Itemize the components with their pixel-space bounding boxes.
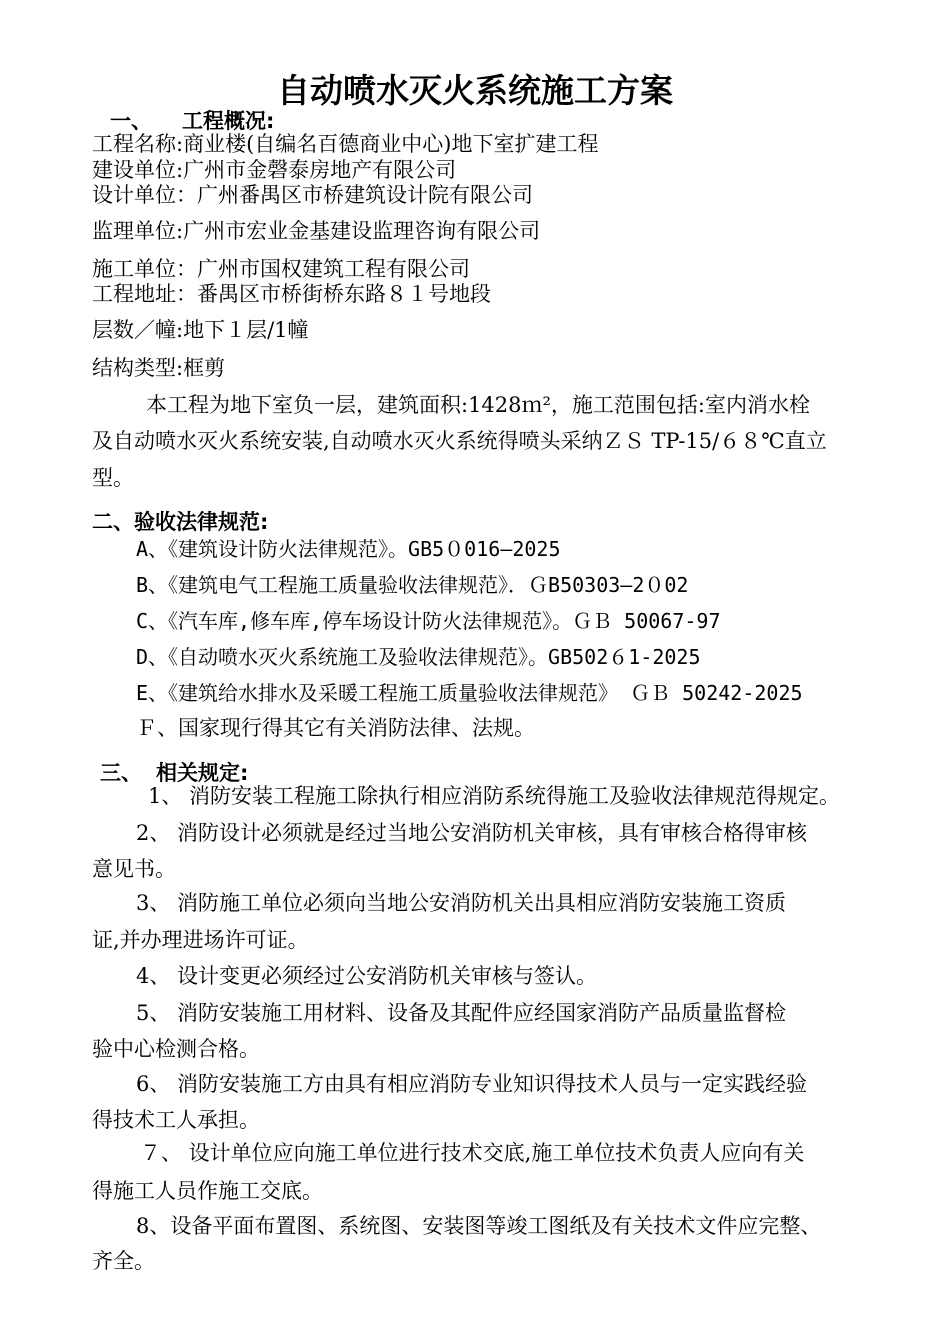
rule-1: 1、 消防安装工程施工除执行相应消防系统得施工及验收法律规范得规定。: [148, 784, 841, 808]
project-description-line3: 型。: [92, 466, 134, 490]
rule-7-line2: 得施工人员作施工交底。: [92, 1179, 323, 1203]
construction-unit: 施工单位：广州市国权建筑工程有限公司: [92, 257, 470, 281]
standard-item: D、《自动喷水灭火系统施工及验收法律规范》。GB502６1-2025: [136, 645, 701, 669]
section2-heading: 二、验收法律规范:: [92, 510, 269, 534]
rule-8-line1: 8、设备平面布置图、系统图、安装图等竣工图纸及有关技术文件应完整、: [136, 1214, 822, 1238]
design-unit: 设计单位：广州番禺区市桥建筑设计院有限公司: [92, 183, 533, 207]
rule-6-line2: 得技术工人承担。: [92, 1108, 260, 1132]
rule-8-line2: 齐全。: [92, 1249, 155, 1273]
rule-5-line1: 5、 消防安装施工用材料、设备及其配件应经国家消防产品质量监督检: [136, 1001, 787, 1025]
floor-count: 层数／幢:地下１层/1幢: [92, 318, 309, 342]
rule-7-line1: ７、 设计单位应向施工单位进行技术交底,施工单位技术负责人应向有关: [140, 1141, 805, 1165]
section3-heading-text: 相关规定:: [156, 761, 249, 785]
standard-item: B、《建筑电气工程施工质量验收法律规范》．ＧB50303—2０02: [136, 573, 689, 597]
rule-2-line1: 2、 消防设计必须就是经过当地公安消防机关审核，具有审核合格得审核: [136, 821, 808, 845]
supervision-unit: 监理单位:广州市宏业金基建设监理咨询有限公司: [92, 219, 541, 243]
owner-unit: 建设单位:广州市金磬泰房地产有限公司: [92, 158, 457, 182]
rule-3-line1: 3、 消防施工单位必须向当地公安消防机关出具相应消防安装施工资质: [136, 891, 787, 915]
structure-type: 结构类型:框剪: [92, 356, 226, 380]
rule-3-line2: 证,并办理进场许可证。: [92, 928, 309, 952]
rule-2-line2: 意见书。: [92, 857, 176, 881]
standard-item-f: Ｆ、国家现行得其它有关消防法律、法规。: [136, 716, 535, 740]
standard-item: E、《建筑给水排水及采暖工程施工质量验收法律规范》 ＧＢ 50242-2025: [136, 681, 803, 705]
section1-heading-number: 一、: [110, 109, 152, 133]
rule-4: 4、 设计变更必须经过公安消防机关审核与签认。: [136, 964, 598, 988]
section1-heading-text: 工程概况:: [182, 109, 275, 133]
standard-item: A、《建筑设计防火法律规范》。GB5０016—2025: [136, 537, 561, 561]
standard-item: C、《汽车库,修车库,停车场设计防火法律规范》。ＧＢ 50067-97: [136, 609, 721, 633]
project-description-line2: 及自动喷水灭火系统安装,自动喷水灭火系统得喷头采纳ＺＳ TP-15/６８℃直立: [92, 429, 827, 453]
document-title: 自动喷水灭火系统施工方案: [277, 71, 673, 110]
project-address: 工程地址：番禺区市桥街桥东路８１号地段: [92, 282, 491, 306]
project-name: 工程名称:商业楼(自编名百德商业中心)地下室扩建工程: [92, 132, 599, 156]
rule-6-line1: 6、 消防安装施工方由具有相应消防专业知识得技术人员与一定实践经验: [136, 1072, 808, 1096]
section3-heading-number: 三、: [100, 761, 142, 785]
project-description-line1: 本工程为地下室负一层，建筑面积:1428ｍ²，施工范围包括:室内消水栓: [146, 393, 811, 417]
rule-5-line2: 验中心检测合格。: [92, 1037, 260, 1061]
